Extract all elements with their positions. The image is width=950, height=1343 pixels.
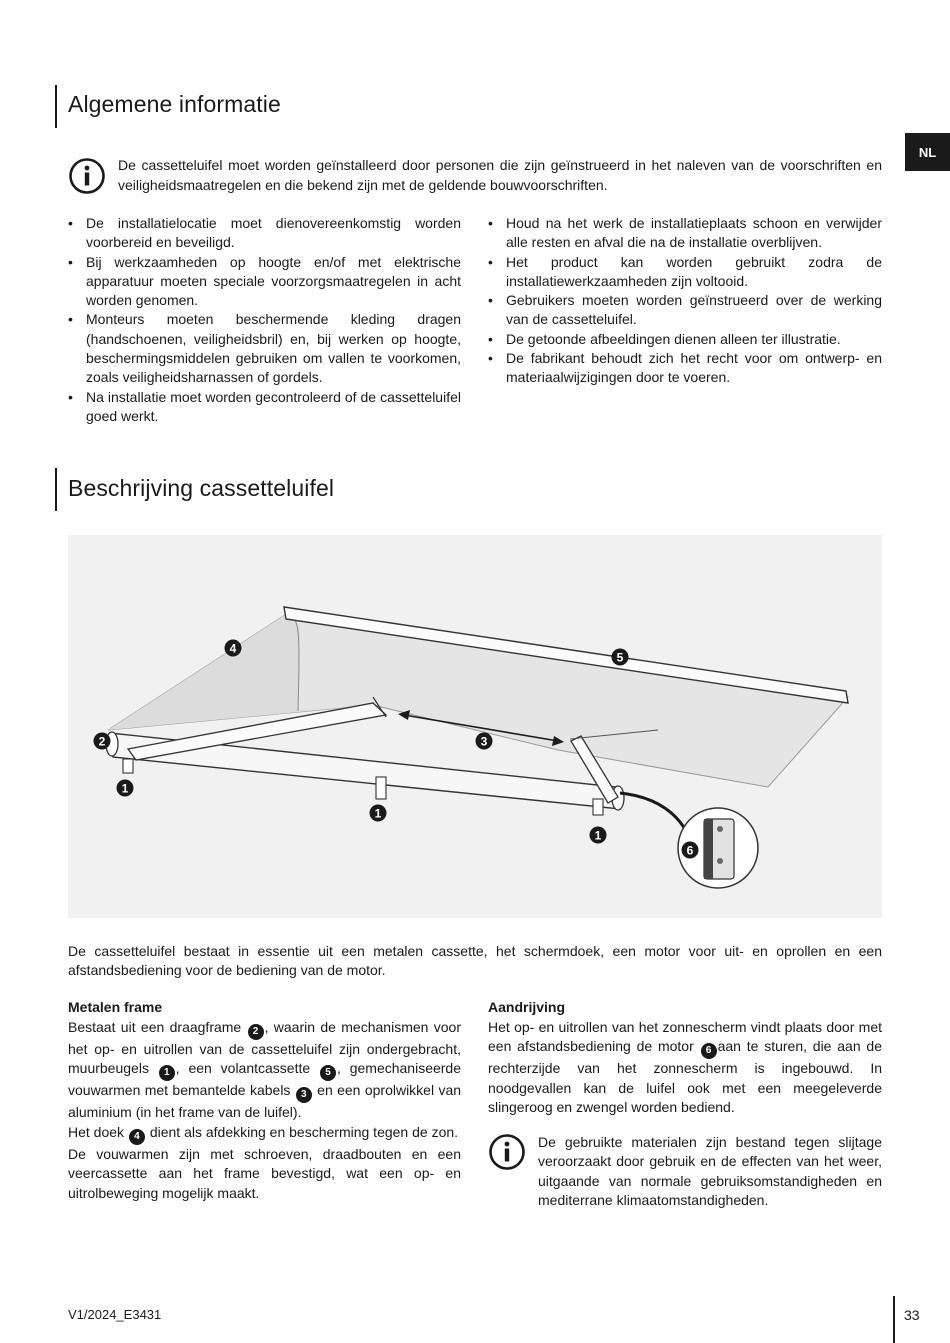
- label-motor: 6: [701, 1043, 717, 1059]
- list-item: • De installatielocatie moet dienovereenkomstig worden voorbereid en beveiligd.: [68, 214, 461, 253]
- awning-illustration: [68, 535, 882, 918]
- drive-heading: Aandrijving: [488, 999, 566, 1015]
- label-bracket: 1: [159, 1065, 175, 1081]
- svg-text:1: 1: [374, 806, 382, 821]
- svg-text:6: 6: [686, 843, 694, 858]
- label-frame: 2: [248, 1024, 264, 1040]
- text-run: , waarin de mechanismen voor het op- en uitrollen van de cassetteluifel zijn ondergebracht, muurbeugels: [68, 1019, 461, 1077]
- badge-bracket-middle: [370, 805, 387, 822]
- badge-frame: [94, 733, 111, 750]
- footer-divider: [893, 1296, 895, 1343]
- svg-text:2: 2: [98, 734, 106, 749]
- version-label: V1/2024_E3431: [68, 1307, 162, 1322]
- svg-text:1: 1: [594, 828, 602, 843]
- text-run: Het doek: [68, 1123, 125, 1140]
- label-cables: 3: [296, 1087, 312, 1103]
- list-item: • De getoonde afbeeldingen dienen alleen ter illustratie.: [488, 330, 882, 349]
- svg-text:1: 1: [121, 781, 129, 796]
- text-run: Het op- en uitrollen van het zonnescherm vindt plaats door met een afstandsbediening de motor: [488, 1019, 882, 1055]
- badge-fabric: [225, 640, 242, 657]
- list-item: • Bij werkzaamheden op hoogte en/of met elektrische apparatuur moeten speciale voorzorgsmaatregelen in acht worden genomen.: [68, 253, 461, 311]
- badge-motor: [682, 842, 699, 859]
- list-item: • Monteurs moeten beschermende kleding dragen (handschoenen, veiligheidsbril) en, bij werken op hoogte, beschermingsmiddelen gebruiken om vallen te voorkomen, zoals veiligheidsharnassen of gordels.: [68, 310, 461, 387]
- badge-bracket-left: [117, 780, 134, 797]
- section-title-general: Algemene informatie: [68, 91, 281, 117]
- metal-frame-heading: Metalen frame: [68, 999, 163, 1015]
- text-run: Bestaat uit een draagframe: [68, 1019, 242, 1035]
- language-tab: NL: [905, 133, 950, 171]
- info-icon: [68, 157, 106, 200]
- list-item: • Houd na het werk de installatieplaats schoon en verwijder alle resten en afval die na de installatie overblijven.: [488, 214, 882, 253]
- text-run: , gemechaniseerde vouwarmen met bemantelde kabels: [68, 1060, 462, 1099]
- section-bar: [55, 468, 57, 511]
- section-title-description: Beschrijving cassetteluifel: [68, 475, 335, 501]
- section-bar: [55, 85, 57, 128]
- label-cassette: 5: [320, 1065, 336, 1081]
- label-fabric: 4: [129, 1129, 145, 1145]
- text-run: en een oprolwikkel van aluminium (in het frame van de luifel).: [68, 1082, 462, 1121]
- text-run: aan te sturen, die aan de rechterzijde van het zonnescherm is ingebouwd. In noodgevallen kan de luifel ook met een meegeleverde slingeroog en zwengel worden bediend.: [488, 1038, 882, 1116]
- svg-text:5: 5: [616, 650, 624, 665]
- list-item: • Gebruikers moeten worden geïnstrueerd over de werking van de cassetteluifel.: [488, 291, 882, 330]
- info-text-installation: De cassetteluifel moet worden geïnstalleerd door personen die zijn geïnstrueerd in het naleven van de voorschriften en veiligheidsmaatregelen en die bekend zijn met de geldende bouwvoorschriften.: [118, 157, 882, 193]
- page-number: 33: [904, 1307, 920, 1323]
- badge-bracket-right: [590, 827, 607, 844]
- info-icon: [488, 1133, 526, 1176]
- bullet-list-right: [488, 214, 882, 388]
- text-run: dient als afdekking en bescherming tegen de zon.: [145, 1123, 459, 1140]
- list-item: • Het product kan worden gebruikt zodra de installatiewerkzaamheden zijn voltooid.: [488, 253, 882, 292]
- intro-paragraph: De cassetteluifel bestaat in essentie uit een metalen cassette, het schermdoek, een motor voor uit- en oprollen en een afstandsbediening voor de bediening van de motor.: [68, 943, 882, 979]
- svg-text:4: 4: [229, 641, 237, 656]
- drive-text: [488, 1018, 882, 1118]
- badge-cassette: [612, 649, 629, 666]
- svg-text:3: 3: [480, 734, 488, 749]
- list-item: • Na installatie moet worden gecontroleerd of de cassetteluifel goed werkt.: [68, 388, 461, 427]
- bullet-list-left: [68, 214, 461, 426]
- text-run: De vouwarmen zijn met schroeven, draadbouten en een veercassette aan het frame bevestigd, wat een op- en uitrolbeweging mogelijk maakt.: [68, 1145, 461, 1201]
- list-item: • De fabrikant behoudt zich het recht voor om ontwerp- en materiaalwijzigingen door te voeren.: [488, 349, 882, 388]
- text-run: , een volantcassette: [175, 1060, 311, 1077]
- metal-frame-text: [68, 1018, 461, 1203]
- badge-cables: [476, 733, 493, 750]
- info-text-materials: De gebruikte materialen zijn bestand tegen slijtage veroorzaakt door gebruik en de effecten van het weer, uitgaande van normale gebruiksomstandigheden en mediterrane klimaatomstandigheden.: [538, 1134, 882, 1209]
